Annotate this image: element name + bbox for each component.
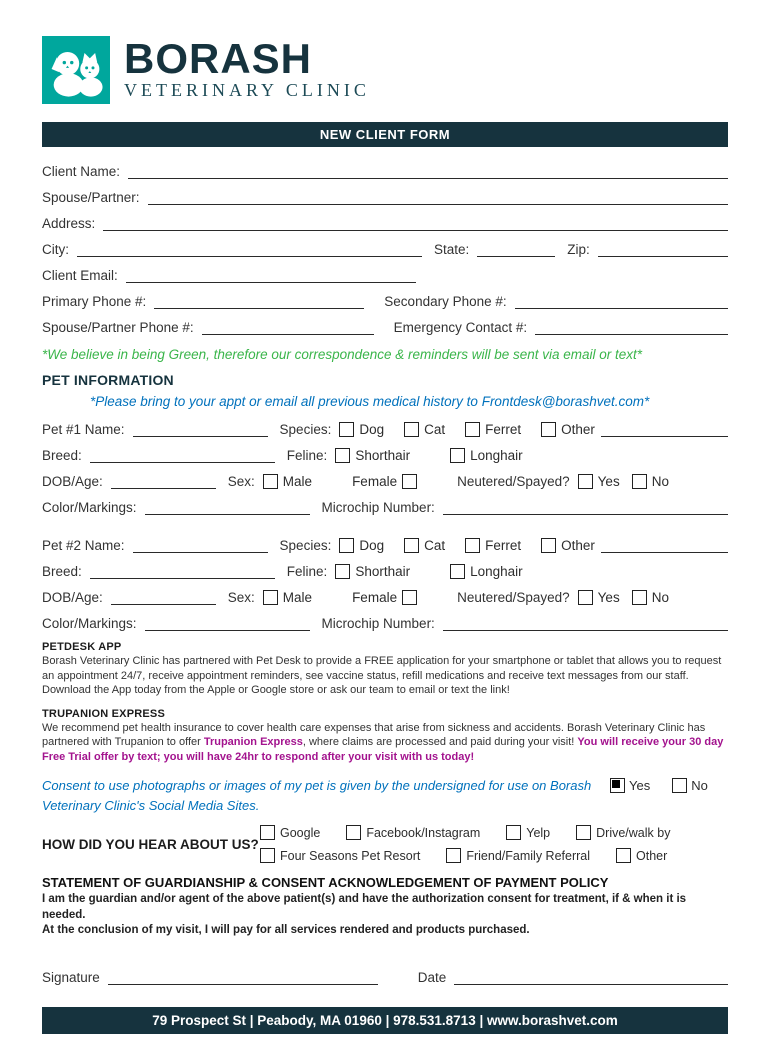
photo-consent-choices xyxy=(610,778,708,793)
emergency-contact-field[interactable] xyxy=(535,319,728,335)
date-label: Date xyxy=(417,969,447,985)
pet2-species-label: Species: xyxy=(279,538,332,553)
hear-drive-walk-by-checkbox[interactable] xyxy=(576,825,591,840)
spouse-phone-field[interactable] xyxy=(202,319,374,335)
city-field[interactable] xyxy=(77,241,422,257)
pet1-breed-feline-row xyxy=(42,447,728,463)
hear-facebook-instagram-label: Facebook/Instagram xyxy=(366,825,481,840)
pet2-species-ferret-label: Ferret xyxy=(485,538,522,553)
pet1-sex-male-label: Male xyxy=(282,474,313,489)
hear-four-seasons-label: Four Seasons Pet Resort xyxy=(280,848,421,863)
email-row xyxy=(42,267,728,283)
pet1-feline-shorthair-label: Shorthair xyxy=(355,448,411,463)
green-note: *We believe in being Green, therefore our correspondence & reminders will be sent via email or text* xyxy=(42,347,643,362)
email-field[interactable] xyxy=(126,267,416,283)
signature-label: Signature xyxy=(42,969,100,985)
pet1-color-field[interactable] xyxy=(145,499,310,515)
hear-drive-walk-by-label: Drive/walk by xyxy=(596,825,671,840)
statement-heading: STATEMENT OF GUARDIANSHIP & CONSENT ACKNOWLEDGEMENT OF PAYMENT POLICY xyxy=(42,875,609,891)
pet2-species-ferret-checkbox[interactable] xyxy=(465,538,480,553)
hear-yelp-label: Yelp xyxy=(526,825,551,840)
state-label: State: xyxy=(434,242,470,257)
pet1-species-label: Species: xyxy=(279,422,332,437)
statement-body-line1: I am the guardian and/or agent of the above patient(s) and have the authorization consent for treatment, if & when it is needed. xyxy=(42,893,687,921)
pet2-sex-label: Sex: xyxy=(227,590,255,605)
hear-options-row2 xyxy=(260,848,670,863)
pet1-species-dog-label: Dog xyxy=(359,422,385,437)
primary-phone-field[interactable] xyxy=(154,293,364,309)
pet2-neutered-yes-label: Yes xyxy=(597,590,620,605)
pet2-species-cat-checkbox[interactable] xyxy=(404,538,419,553)
pet1-sex-female-checkbox[interactable] xyxy=(402,474,417,489)
client-name-field[interactable] xyxy=(128,163,728,179)
city-label: City: xyxy=(42,242,69,257)
phones-row xyxy=(42,293,728,309)
trupanion-body xyxy=(42,721,728,765)
footer-address-bar: 79 Prospect St | Peabody, MA 01960 | 978.531.8713 | www.borashvet.com xyxy=(42,1007,728,1034)
pet1-species-other-label: Other xyxy=(561,422,595,437)
pet1-breed-field[interactable] xyxy=(90,447,275,463)
pet2-color-field[interactable] xyxy=(145,615,310,631)
medical-history-note: *Please bring to your appt or email all previous medical history to Frontdesk@borashvet.com* xyxy=(90,394,650,409)
pet1-sex-label: Sex: xyxy=(227,474,255,489)
pet1-neutered-label: Neutered/Spayed? xyxy=(457,474,570,489)
pet2-neutered-yes-checkbox[interactable] xyxy=(578,590,593,605)
pet1-name-field[interactable] xyxy=(133,421,268,437)
pet1-color-label: Color/Markings: xyxy=(42,500,137,515)
hear-other-checkbox[interactable] xyxy=(616,848,631,863)
pet2-neutered-no-checkbox[interactable] xyxy=(632,590,647,605)
pet2-species-other-label: Other xyxy=(561,538,595,553)
pet1-color-microchip-row xyxy=(42,499,728,515)
hear-friend-family-label: Friend/Family Referral xyxy=(466,848,590,863)
dog-cat-logo-icon xyxy=(42,36,110,104)
consent-no-checkbox[interactable] xyxy=(672,778,687,793)
email-label: Client Email: xyxy=(42,268,118,283)
pet1-species-dog-checkbox[interactable] xyxy=(339,422,354,437)
pet1-microchip-field[interactable] xyxy=(443,499,728,515)
pet1-species-cat-checkbox[interactable] xyxy=(404,422,419,437)
pet-information-heading: PET INFORMATION xyxy=(42,372,174,388)
trupanion-seg3: , where claims are processed and paid during your visit! xyxy=(302,736,578,749)
secondary-phone-label: Secondary Phone #: xyxy=(384,294,507,309)
pet1-species-cat-label: Cat xyxy=(424,422,446,437)
pet2-color-label: Color/Markings: xyxy=(42,616,137,631)
pet1-species-other-checkbox[interactable] xyxy=(541,422,556,437)
signature-date-row xyxy=(42,969,728,985)
pet2-neutered-label: Neutered/Spayed? xyxy=(457,590,570,605)
client-name-label: Client Name: xyxy=(42,164,121,179)
pet2-species-other-checkbox[interactable] xyxy=(541,538,556,553)
pet1-dob-field[interactable] xyxy=(111,473,216,489)
pet2-breed-feline-row xyxy=(42,563,728,579)
photo-consent-text: Consent to use photographs or images of my pet is given by the undersigned for use on Borash Veterinary Clinic's Social Media Sites. xyxy=(42,778,592,813)
pet2-species-dog-checkbox[interactable] xyxy=(339,538,354,553)
pet1-species-other-field[interactable] xyxy=(601,421,728,437)
pet2-name-label: Pet #2 Name: xyxy=(42,538,125,553)
spouse-row xyxy=(42,189,728,205)
pet1-breed-label: Breed: xyxy=(42,448,82,463)
spouse-phone-label: Spouse/Partner Phone #: xyxy=(42,320,194,335)
consent-no-label: No xyxy=(691,778,708,794)
pet2-name-species-row xyxy=(42,537,728,553)
pet2-sex-female-label: Female xyxy=(352,590,398,605)
hear-google-label: Google xyxy=(280,825,321,840)
pet2-feline-longhair-label: Longhair xyxy=(470,564,523,579)
pet1-feline-longhair-label: Longhair xyxy=(470,448,523,463)
pet1-microchip-label: Microchip Number: xyxy=(321,500,435,515)
hear-options-row1 xyxy=(260,825,670,840)
pet2-dob-sex-row xyxy=(42,589,728,605)
pet2-sex-female-checkbox[interactable] xyxy=(402,590,417,605)
statement-body-line2: At the conclusion of my visit, I will pay for all services rendered and products purchased. xyxy=(42,924,530,937)
hear-friend-family-checkbox[interactable] xyxy=(446,848,461,863)
date-field[interactable] xyxy=(454,969,728,985)
pet1-name-species-row xyxy=(42,421,728,437)
hear-about-us-options xyxy=(260,825,670,863)
address-label: Address: xyxy=(42,216,96,231)
hear-yelp-checkbox[interactable] xyxy=(506,825,521,840)
secondary-phone-field[interactable] xyxy=(515,293,728,309)
pet2-microchip-label: Microchip Number: xyxy=(321,616,435,631)
pet2-name-field[interactable] xyxy=(133,537,268,553)
pet2-species-other-field[interactable] xyxy=(601,537,728,553)
pet1-neutered-no-checkbox[interactable] xyxy=(632,474,647,489)
pet2-color-microchip-row xyxy=(42,615,728,631)
spouse-field[interactable] xyxy=(148,189,728,205)
spouse-label: Spouse/Partner: xyxy=(42,190,140,205)
hear-other-label: Other xyxy=(636,848,668,863)
emergency-contact-label: Emergency Contact #: xyxy=(393,320,528,335)
spouse-phone-row xyxy=(42,319,728,335)
pet1-sex-female-label: Female xyxy=(352,474,398,489)
pet1-feline-shorthair-checkbox[interactable] xyxy=(335,448,350,463)
hear-google-checkbox[interactable] xyxy=(260,825,275,840)
pet2-species-cat-label: Cat xyxy=(424,538,446,553)
pet1-block xyxy=(42,421,728,515)
form-title-bar: NEW CLIENT FORM xyxy=(42,122,728,147)
petdesk-body: Borash Veterinary Clinic has partnered with Pet Desk to provide a FREE application for your smartphone or tablet that allows you to request an appointment 24/7, receive appointment reminders, see vaccine status, refill medications and receive text messages from our staff. Download the App today from the Apple or Google store or ask our team to email or text the link! xyxy=(42,655,722,697)
pet1-name-label: Pet #1 Name: xyxy=(42,422,125,437)
pet2-feline-shorthair-label: Shorthair xyxy=(355,564,411,579)
trupanion-seg1: We recommend pet health insurance to cover health care expenses that arise from sickness and accidents. Borash Veterinary Clinic has partnered with Trupanion to offer xyxy=(42,721,706,749)
state-field[interactable] xyxy=(477,241,555,257)
pet2-species-dog-label: Dog xyxy=(359,538,385,553)
brand-text xyxy=(124,34,370,102)
pet1-neutered-no-label: No xyxy=(651,474,669,489)
trupanion-heading: TRUPANION EXPRESS xyxy=(42,707,165,720)
pet2-microchip-field[interactable] xyxy=(443,615,728,631)
consent-yes-checkbox[interactable] xyxy=(610,778,625,793)
trupanion-trial-highlight: You will receive your 30 day Free Trial offer by text; you will have 24hr to respond after your visit with us today! xyxy=(42,736,724,763)
brand-name: BORASH xyxy=(124,34,313,82)
pet1-feline-label: Feline: xyxy=(286,448,328,463)
city-state-zip-row xyxy=(42,241,728,257)
pet2-feline-label: Feline: xyxy=(286,564,328,579)
zip-label: Zip: xyxy=(567,242,590,257)
trupanion-express-highlight: Trupanion Express xyxy=(203,736,303,749)
pet1-neutered-yes-label: Yes xyxy=(597,474,620,489)
signature-field[interactable] xyxy=(108,969,378,985)
pet1-dob-label: DOB/Age: xyxy=(42,474,103,489)
pet1-dob-sex-row xyxy=(42,473,728,489)
zip-field[interactable] xyxy=(598,241,728,257)
petdesk-heading: PETDESK APP xyxy=(42,641,122,653)
pet2-sex-male-label: Male xyxy=(282,590,313,605)
hear-four-seasons-checkbox[interactable] xyxy=(260,848,275,863)
pet2-dob-label: DOB/Age: xyxy=(42,590,103,605)
pet1-sex-male-checkbox[interactable] xyxy=(263,474,278,489)
pet2-feline-shorthair-checkbox[interactable] xyxy=(335,564,350,579)
hear-about-us-section xyxy=(42,825,728,863)
pet2-neutered-no-label: No xyxy=(651,590,669,605)
pet2-feline-longhair-checkbox[interactable] xyxy=(450,564,465,579)
pet2-breed-field[interactable] xyxy=(90,563,275,579)
pet1-species-ferret-checkbox[interactable] xyxy=(465,422,480,437)
primary-phone-label: Primary Phone #: xyxy=(42,294,147,309)
pet1-neutered-yes-checkbox[interactable] xyxy=(578,474,593,489)
pet2-block xyxy=(42,537,728,631)
address-field[interactable] xyxy=(103,215,728,231)
pet2-breed-label: Breed: xyxy=(42,564,82,579)
consent-yes-label: Yes xyxy=(629,778,651,794)
brand-subtitle: VETERINARY CLINIC xyxy=(124,80,370,101)
pet2-dob-field[interactable] xyxy=(111,589,216,605)
hear-facebook-instagram-checkbox[interactable] xyxy=(346,825,361,840)
pet2-sex-male-checkbox[interactable] xyxy=(263,590,278,605)
address-row xyxy=(42,215,728,231)
pet1-feline-longhair-checkbox[interactable] xyxy=(450,448,465,463)
pet1-species-ferret-label: Ferret xyxy=(485,422,522,437)
client-name-row xyxy=(42,163,728,179)
hear-about-us-label: HOW DID YOU HEAR ABOUT US? xyxy=(42,836,259,852)
brand-header xyxy=(42,36,728,104)
photo-consent-row xyxy=(42,776,728,815)
